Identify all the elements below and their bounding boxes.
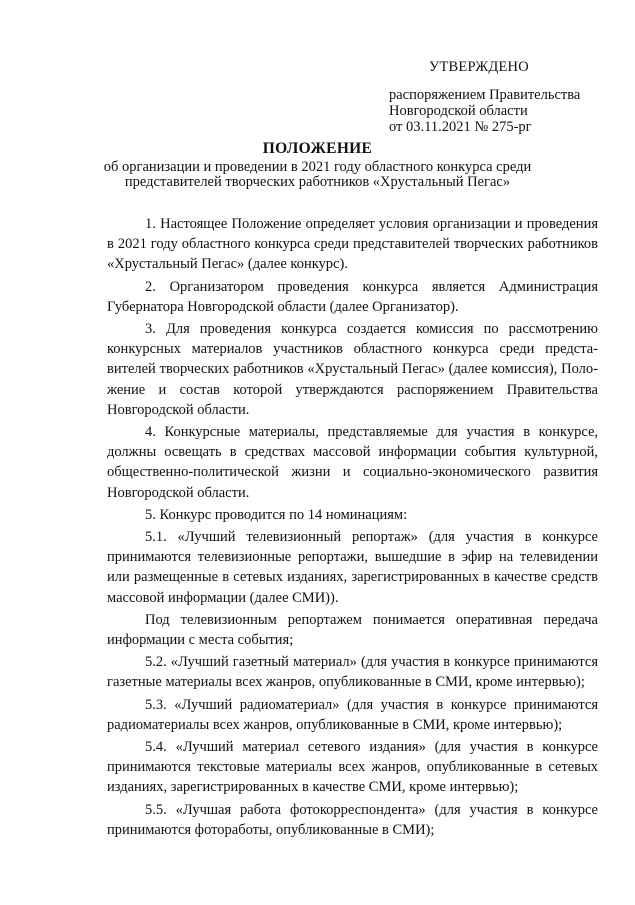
paragraph: 5.5. «Лучшая работа фотокорреспондента» (для участия в конкурсе принимаются фотоработы, опубликованные в СМИ);	[107, 801, 598, 838]
paragraph: 5.2. «Лучший газетный материал» (для участия в конкурсе принимаются газетные материалы всех жанров, опубликованные в СМИ, кроме интервью);	[107, 654, 598, 691]
paragraph: 1. Настоящее Положение определяет условия организации и проведения в 2021 году областного конкурса среди представителей творческих работников «Хрустальный Пегас» (далее конкурс).	[107, 216, 598, 273]
approval-line-1: распоряжением Правительства	[389, 87, 581, 103]
approval-stamp	[389, 59, 619, 135]
approval-line-2: Новгородской области	[389, 103, 528, 119]
approved-label: УТВЕРЖДЕНО	[429, 59, 529, 75]
document-title: ПОЛОЖЕНИЕ	[262, 140, 373, 157]
paragraph: 3. Для проведения конкурса создается комиссия по рассмотрению конкурсных материалов участников областного конкурса среди представителей творческих работников «Хрустальный Пегас» (далее комиссия), Положение и состав которой утверждаются распоряжением Правительства Новгородской области.	[107, 321, 598, 418]
paragraph: 5.4. «Лучший материал сетевого издания» (для участия в конкурсе принимаются текстовые материалы всех жанров, опубликованные в сетевых изданиях, зарегистрированных в качестве СМИ, кроме интервью);	[107, 739, 598, 796]
approval-line-3: от 03.11.2021 № 275-рг	[389, 119, 532, 135]
paragraph: 2. Организатором проведения конкурса является Администрация Губернатора Новгородской области (далее Организатор).	[107, 278, 598, 315]
document-body	[107, 214, 598, 842]
paragraph: 4. Конкурсные материалы, представляемые для участия в конкурсе, должны освещать в средствах массовой информации события культурной, общественно-политической жизни и социально-экономического развития Новгородской области.	[107, 424, 598, 501]
paragraph: 5.3. «Лучший радиоматериал» (для участия в конкурсе принимаются радиоматериалы всех жанров, опубликованные в СМИ, кроме интервью);	[107, 696, 598, 733]
document-subtitle: об организации и проведении в 2021 году областного конкурса среди представителей творческих работников «Хрустальный Пегас»	[103, 159, 532, 190]
paragraph: 5.1. «Лучший телевизионный репортаж» (для участия в конкурсе принимаются телевизионные репортажи, вышедшие в эфир на телевидении или размещенные в сетевых изданиях, зарегистрированных в качестве средств массовой информации (далее СМИ)).	[107, 529, 598, 606]
paragraph: 5. Конкурс проводится по 14 номинациям:	[145, 506, 408, 523]
title-block	[60, 140, 575, 190]
paragraph: Под телевизионным репортажем понимается оперативная передача информации с места события;	[107, 611, 598, 649]
